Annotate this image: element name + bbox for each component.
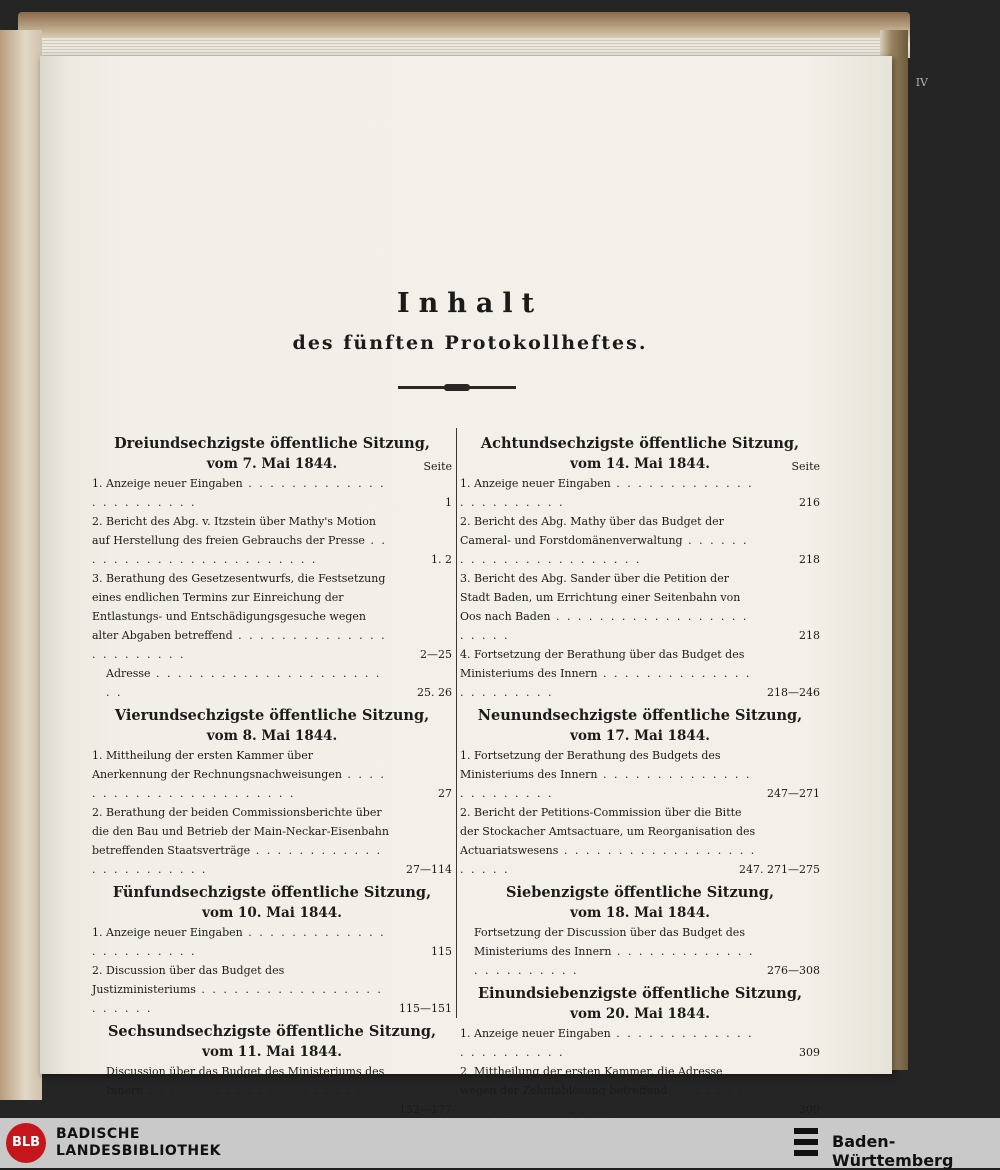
- page-subtitle: des fünften Protokollheftes.: [292, 332, 648, 354]
- toc-entry[interactable]: [460, 474, 820, 512]
- entry-number: 1.: [92, 477, 103, 490]
- seite-label: Seite: [791, 460, 820, 473]
- entry-text: Bericht des Abg. Sander über die Petition der Stadt Baden, um Errichtung einer Seitenbahn von Oos nach Baden . . .: [460, 572, 748, 642]
- state-name[interactable]: Baden-Württemberg: [832, 1132, 954, 1170]
- toc-entry[interactable]: [92, 803, 452, 879]
- toc-entry[interactable]: [460, 1024, 820, 1062]
- entry-text: Discussion über das Budget des Ministeriums des Innern . . .: [106, 1065, 385, 1116]
- session-date-text: vom 20. Mai 1844.: [570, 1006, 710, 1022]
- seite-label: Seite: [423, 460, 452, 473]
- blb-logo[interactable]: BLB: [6, 1123, 46, 1163]
- toc-entry[interactable]: [92, 569, 452, 664]
- entry-text: Adresse . . .: [106, 667, 381, 699]
- session-date: [92, 1042, 452, 1062]
- session-title: Siebenzigste öffentliche Sitzung,: [505, 884, 774, 901]
- entry-number: 1.: [460, 749, 471, 762]
- entry-page: 247. 271—275: [739, 863, 820, 876]
- entry-page: 218: [799, 553, 820, 566]
- session-title: Sechsundsechzigste öffentliche Sitzung,: [107, 1023, 437, 1040]
- entry-text: Berathung der beiden Commissionsberichte über die den Bau und Betrieb der Main-Neckar-Eisenbahn betreffenden Staatsverträge . . .: [92, 806, 389, 876]
- entry-page: 309: [799, 1103, 820, 1116]
- session-date-text: vom 7. Mai 1844.: [206, 456, 338, 472]
- session-date-text: vom 18. Mai 1844.: [570, 905, 710, 921]
- toc-entry[interactable]: [460, 746, 820, 803]
- entry-page: 247—271: [767, 787, 820, 800]
- session-title: Fünfundsechzigste öffentliche Sitzung,: [112, 884, 432, 901]
- session-date-text: vom 17. Mai 1844.: [570, 728, 710, 744]
- entry-number: 3.: [460, 572, 471, 585]
- session-date: [460, 1004, 820, 1024]
- entry-text: Bericht des Abg. v. Itzstein über Mathy's Motion auf Herstellung des freien Gebrauchs der Presse . . .: [92, 515, 387, 566]
- entry-page: 276—308: [767, 964, 820, 977]
- entry-text: Berathung des Gesetzesentwurfs, die Festsetzung eines endlichen Termins zur Einreichung der Entlastungs- und Entschädigungsgesuche wegen alter Abgaben betreffend . . .: [92, 572, 387, 661]
- entry-text: Fortsetzung der Discussion über das Budget des Ministeriums des Innern . . .: [474, 926, 754, 977]
- book-spine: [0, 30, 42, 1100]
- session-date-text: vom 14. Mai 1844.: [570, 456, 710, 472]
- footer-bar: [0, 1118, 1000, 1168]
- session-title: Einundsiebenzigste öffentliche Sitzung,: [477, 985, 803, 1002]
- entry-number: 1.: [92, 926, 103, 939]
- entry-number: 2.: [92, 806, 103, 819]
- entry-number: 2.: [92, 515, 103, 528]
- state-lions-icon: [792, 1125, 820, 1161]
- session-date: [92, 454, 452, 474]
- session-title: Achtundsechzigste öffentliche Sitzung,: [480, 435, 800, 452]
- column-divider: [456, 428, 457, 1018]
- entry-text: Anzeige neuer Eingaben . . .: [92, 477, 386, 509]
- toc-entry[interactable]: [92, 664, 452, 702]
- entry-page: 218—246: [767, 686, 820, 699]
- session-title: Vierundsechzigste öffentliche Sitzung,: [114, 707, 430, 724]
- library-name[interactable]: [56, 1126, 221, 1160]
- entry-text: Anzeige neuer Eingaben . . .: [92, 926, 386, 958]
- entry-page: 1. 2: [431, 553, 452, 566]
- entry-page: 115: [431, 945, 452, 958]
- entry-number: 2.: [92, 964, 103, 977]
- session-title: Neunundsechzigste öffentliche Sitzung,: [477, 707, 803, 724]
- entry-text: Bericht der Petitions-Commission über die Bitte der Stockacher Amtsactuare, um Reorganisation des Actuariatswesens . . .: [460, 806, 756, 876]
- entry-page: 152—177: [399, 1103, 452, 1116]
- toc-entry[interactable]: [460, 1062, 820, 1118]
- entry-page: 27: [438, 787, 452, 800]
- entry-text: Mittheilung der ersten Kammer über Anerkennung der Rechnungsnachweisungen . . .: [92, 749, 386, 800]
- session-date: [460, 903, 820, 923]
- ornament-rule: [398, 386, 516, 389]
- entry-text: Discussion über das Budget des Justizministeriums . . .: [92, 964, 383, 1015]
- page-number: IV: [915, 76, 928, 89]
- entry-number: 1.: [92, 749, 103, 762]
- toc-entry[interactable]: [460, 569, 820, 645]
- session-date: [460, 454, 820, 474]
- session-title: Dreiundsechzigste öffentliche Sitzung,: [114, 435, 430, 452]
- entry-text: Mittheilung der ersten Kammer, die Adresse wegen der Zehntablösung betreffend . . .: [460, 1065, 755, 1116]
- session-date-text: vom 8. Mai 1844.: [206, 728, 338, 744]
- entry-text: Anzeige neuer Eingaben . . .: [460, 1027, 754, 1059]
- entry-number: 3.: [92, 572, 103, 585]
- toc-left-column: [92, 430, 452, 1118]
- toc-entry[interactable]: [460, 803, 820, 879]
- entry-text: Fortsetzung der Berathung des Budgets des Ministeriums des Innern . . .: [460, 749, 751, 800]
- toc-entry[interactable]: [460, 645, 820, 702]
- session-date: [92, 903, 452, 923]
- entry-page: 309: [799, 1046, 820, 1059]
- toc-entry[interactable]: [92, 746, 452, 803]
- page-title: Inhalt: [396, 288, 544, 319]
- toc-entry[interactable]: [92, 1062, 452, 1118]
- entry-page: 218: [799, 629, 820, 642]
- session-date-text: vom 11. Mai 1844.: [202, 1044, 342, 1060]
- library-line-2: LANDESBIBLIOTHEK: [56, 1143, 222, 1159]
- entry-number: 2.: [460, 806, 471, 819]
- entry-number: 1.: [460, 477, 471, 490]
- entry-number: 4.: [460, 648, 471, 661]
- entry-page: 1: [445, 496, 452, 509]
- entry-text: Bericht des Abg. Mathy über das Budget der Cameral- und Forstdomänenverwaltung . . .: [460, 515, 749, 566]
- toc-entry[interactable]: [460, 923, 820, 980]
- entry-number: 1.: [460, 1027, 471, 1040]
- session-date: [92, 726, 452, 746]
- page-edges: [22, 38, 888, 58]
- toc-right-column: [460, 430, 820, 1118]
- entry-page: 115—151: [399, 1002, 452, 1015]
- entry-page: 216: [799, 496, 820, 509]
- toc-entry[interactable]: [92, 961, 452, 1018]
- entry-number: 2.: [460, 515, 471, 528]
- entry-text: Fortsetzung der Berathung über das Budget des Ministeriums des Innern . . .: [460, 648, 751, 699]
- toc-entry[interactable]: [92, 512, 452, 569]
- toc-entry[interactable]: [92, 474, 452, 512]
- toc-entry[interactable]: [460, 512, 820, 569]
- entry-number: 2: [460, 1065, 467, 1078]
- entry-text: Anzeige neuer Eingaben . . .: [460, 477, 754, 509]
- session-date-text: vom 10. Mai 1844.: [202, 905, 342, 921]
- entry-page: 25. 26: [417, 686, 452, 699]
- library-line-1: BADISCHE: [56, 1126, 140, 1142]
- entry-page: 2—25: [420, 648, 452, 661]
- toc-entry[interactable]: [92, 923, 452, 961]
- entry-page: 27—114: [406, 863, 452, 876]
- session-date: [460, 726, 820, 746]
